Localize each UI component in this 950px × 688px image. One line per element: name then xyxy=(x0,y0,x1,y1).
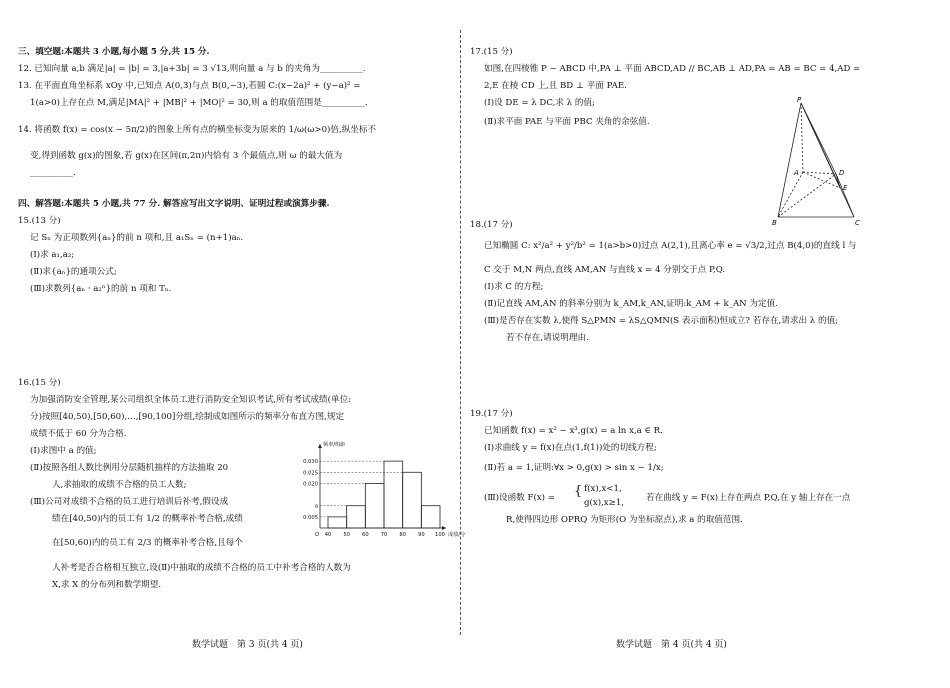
question-18-part-2: (Ⅱ)记直线 AM,AN 的斜率分别为 k_AM,k_AN,证明:k_AM + k_AN 为定值. xyxy=(484,299,778,309)
question-16-part-2-line-1: (Ⅱ)按照各组人数比例用分层随机抽样的方法抽取 20 xyxy=(30,463,229,473)
pyramid-figure xyxy=(770,95,870,227)
question-13-line-1: 13. 在平面直角坐标系 xOy 中,已知点 A(0,3)与点 B(0,−3),若圆 C:(x−2a)² + (y−a)² = xyxy=(18,81,361,91)
histogram-bar xyxy=(421,506,440,528)
section-3-heading: 三、填空题:本题共 3 小题,每小题 5 分,共 15 分. xyxy=(18,47,210,57)
question-18-part-3-line-1: (Ⅲ)是否存在实数 λ,使得 S△PMN = λS△QMN(S 表示面积)恒成立? 若存在,请求出 λ 的值; xyxy=(484,316,839,326)
y-tick-label: 0.020 xyxy=(303,481,318,488)
y-axis-label: 频率/组距 xyxy=(323,442,346,448)
vertex-label-e: E xyxy=(843,184,848,192)
x-tick-label: 80 xyxy=(399,532,406,538)
piecewise-case-1: f(x),x<1, xyxy=(584,484,622,494)
x-tick-label: 90 xyxy=(418,532,425,538)
histogram-bar xyxy=(365,483,384,528)
x-tick-label: 50 xyxy=(343,532,350,538)
question-16-part-1: (Ⅰ)求图中 a 的值; xyxy=(30,446,97,456)
question-16-line-2: 分)按照[40,50),[50,60),…,[90,100]分组,绘制成如图所示的频率分布直方图,规定 xyxy=(30,412,345,422)
x-tick-label: 100 xyxy=(435,532,445,538)
question-17-title: 17.(15 分) xyxy=(470,47,513,57)
vertex-label-p: P xyxy=(797,96,802,104)
y-tick-label: a xyxy=(314,503,318,510)
question-18-part-3-line-2: 若不存在,请说明理由. xyxy=(506,333,589,343)
section-4-heading: 四、解答题:本题共 5 小题,共 77 分. 解答应写出文字说明、证明过程或演算步骤. xyxy=(18,199,330,209)
question-12: 12. 已知向量 a,b 满足|a| = |b| = 3,|a+3b| = 3 √13,则向量 a 与 b 的夹角为__________. xyxy=(18,64,366,74)
question-16-part-3-line-3: 在[50,60)内的员工有 2/3 的概率补考合格,且每个 xyxy=(52,538,243,548)
x-axis-label: 成绩/分 xyxy=(448,532,466,538)
x-tick-label: 40 xyxy=(324,532,332,538)
question-17-line-2: 2,E 在棱 CD 上,且 BD ⊥ 平面 PAE. xyxy=(484,81,627,91)
question-19-line-1: 已知函数 f(x) = x² − x³,g(x) = a ln x,a ∈ R. xyxy=(484,426,663,436)
histogram-bar xyxy=(384,461,403,528)
question-15-stem: 记 Sₙ 为正项数列{aₙ}的前 n 项和,且 a₁Sₙ = (n+1)aₙ. xyxy=(30,233,244,243)
piecewise-case-2: g(x),x≥1, xyxy=(584,498,625,508)
y-tick-label: 0.030 xyxy=(303,459,318,466)
footer-page-4: 数学试题 第 4 页(共 4 页) xyxy=(616,640,727,650)
question-16-part-3-line-4: 人补考是否合格相互独立,设(Ⅱ)中抽取的成绩不合格的员工中补考合格的人数为 xyxy=(52,563,351,573)
question-15-title: 15.(13 分) xyxy=(18,216,61,226)
question-18-line-2: C 交于 M,N 两点,直线 AM,AN 与直线 x = 4 分别交于点 P,Q. xyxy=(484,265,726,275)
question-16-line-3: 成绩不低于 60 分为合格. xyxy=(30,429,127,439)
vertex-label-a: A xyxy=(794,169,799,177)
question-19-part-2: (Ⅱ)若 a = 1,证明:∀x > 0,g(x) > sin x − 1/x; xyxy=(484,463,664,473)
frequency-histogram xyxy=(288,440,466,545)
histogram-bar xyxy=(347,506,366,528)
question-19-part-3-line-2: R,使得四边形 OPRQ 为矩形(O 为坐标原点),求 a 的取值范围. xyxy=(506,515,743,525)
x-tick-label: 60 xyxy=(362,532,369,538)
vertex-label-c: C xyxy=(855,219,860,227)
y-axis-arrow xyxy=(318,444,322,448)
page-divider xyxy=(460,30,461,635)
vertex-label-d: D xyxy=(839,169,845,177)
question-19-part-1: (Ⅰ)求曲线 y = f(x)在点(1,f(1))处的切线方程; xyxy=(484,443,657,453)
question-16-title: 16.(15 分) xyxy=(18,378,61,388)
question-18-line-1: 已知椭圆 C: x²/a² + y²/b² = 1(a>b>0)过点 A(2,1),且离心率 e = √3/2,过点 B(4,0)的直线 l 与 xyxy=(484,241,857,251)
question-17-line-1: 如图,在四棱锥 P − ABCD 中,PA ⊥ 平面 ABCD,AD // BC,AB ⊥ AD,PA = AB = BC = 4,AD = xyxy=(484,64,861,74)
question-18-part-1: (Ⅰ)求 C 的方程; xyxy=(484,282,544,292)
question-16-part-3-line-5: X,求 X 的分布列和数学期望. xyxy=(52,580,162,590)
origin-label: O xyxy=(315,532,320,538)
x-axis-arrow xyxy=(442,526,446,530)
question-18-title: 18.(17 分) xyxy=(470,220,513,230)
question-16-part-3-line-2: 绩在[40,50)内的员工有 1/2 的概率补考合格,成绩 xyxy=(52,514,243,524)
histogram-bar xyxy=(328,517,347,528)
question-16-part-3-line-1: (Ⅲ)公司对成绩不合格的员工进行培训后补考,假设成 xyxy=(30,497,229,507)
question-19-part-3-lead: (Ⅲ)设函数 F(x) = xyxy=(484,493,555,503)
question-16-part-2-line-2: 人,求抽取的成绩不合格的员工人数; xyxy=(52,480,187,490)
histogram-bar xyxy=(403,472,422,528)
question-14-line-2: 变,得到函数 g(x)的图象,若 g(x)在区间(π,2π)内恰有 3 个最值点,则 ω 的最大值为 xyxy=(30,151,343,161)
y-tick-label: 0.025 xyxy=(303,470,318,477)
question-15-part-3: (Ⅲ)求数列{aₙ · a₂ⁿ}的前 n 项和 Tₙ. xyxy=(30,284,172,294)
question-19-part-3-rest: 若在曲线 y = F(x)上存在两点 P,Q,在 y 轴上存在一点 xyxy=(646,493,851,503)
question-17-part-2: (Ⅱ)求平面 PAE 与平面 PBC 夹角的余弦值. xyxy=(484,117,650,127)
question-15-part-2: (Ⅱ)求{aₙ}的通项公式; xyxy=(30,267,117,277)
question-15-part-1: (Ⅰ)求 a₁,a₂; xyxy=(30,250,75,260)
question-17-part-1: (Ⅰ)设 DE = λ DC,求 λ 的值; xyxy=(484,98,595,108)
vertex-label-b: B xyxy=(772,219,777,227)
question-19-title: 19.(17 分) xyxy=(470,409,513,419)
question-16-line-1: 为加强消防安全管理,某公司组织全体员工进行消防安全知识考试,所有考试成绩(单位: xyxy=(30,395,352,405)
question-13-line-2: 1(a>0)上存在点 M,满足|MA|² + |MB|² + |MO|² = 30,则 a 的取值范围是__________. xyxy=(30,98,368,108)
x-tick-label: 70 xyxy=(380,532,388,538)
piecewise-brace: { xyxy=(574,484,583,499)
question-14-line-3: __________. xyxy=(30,168,76,178)
footer-page-3: 数学试题 第 3 页(共 4 页) xyxy=(192,640,303,650)
y-tick-label: 0.005 xyxy=(303,514,318,521)
question-14-line-1: 14. 将函数 f(x) = cos(x − 5π/2)的图象上所有点的横坐标变为原来的 1/ω(ω>0)倍,纵坐标不 xyxy=(18,125,377,135)
